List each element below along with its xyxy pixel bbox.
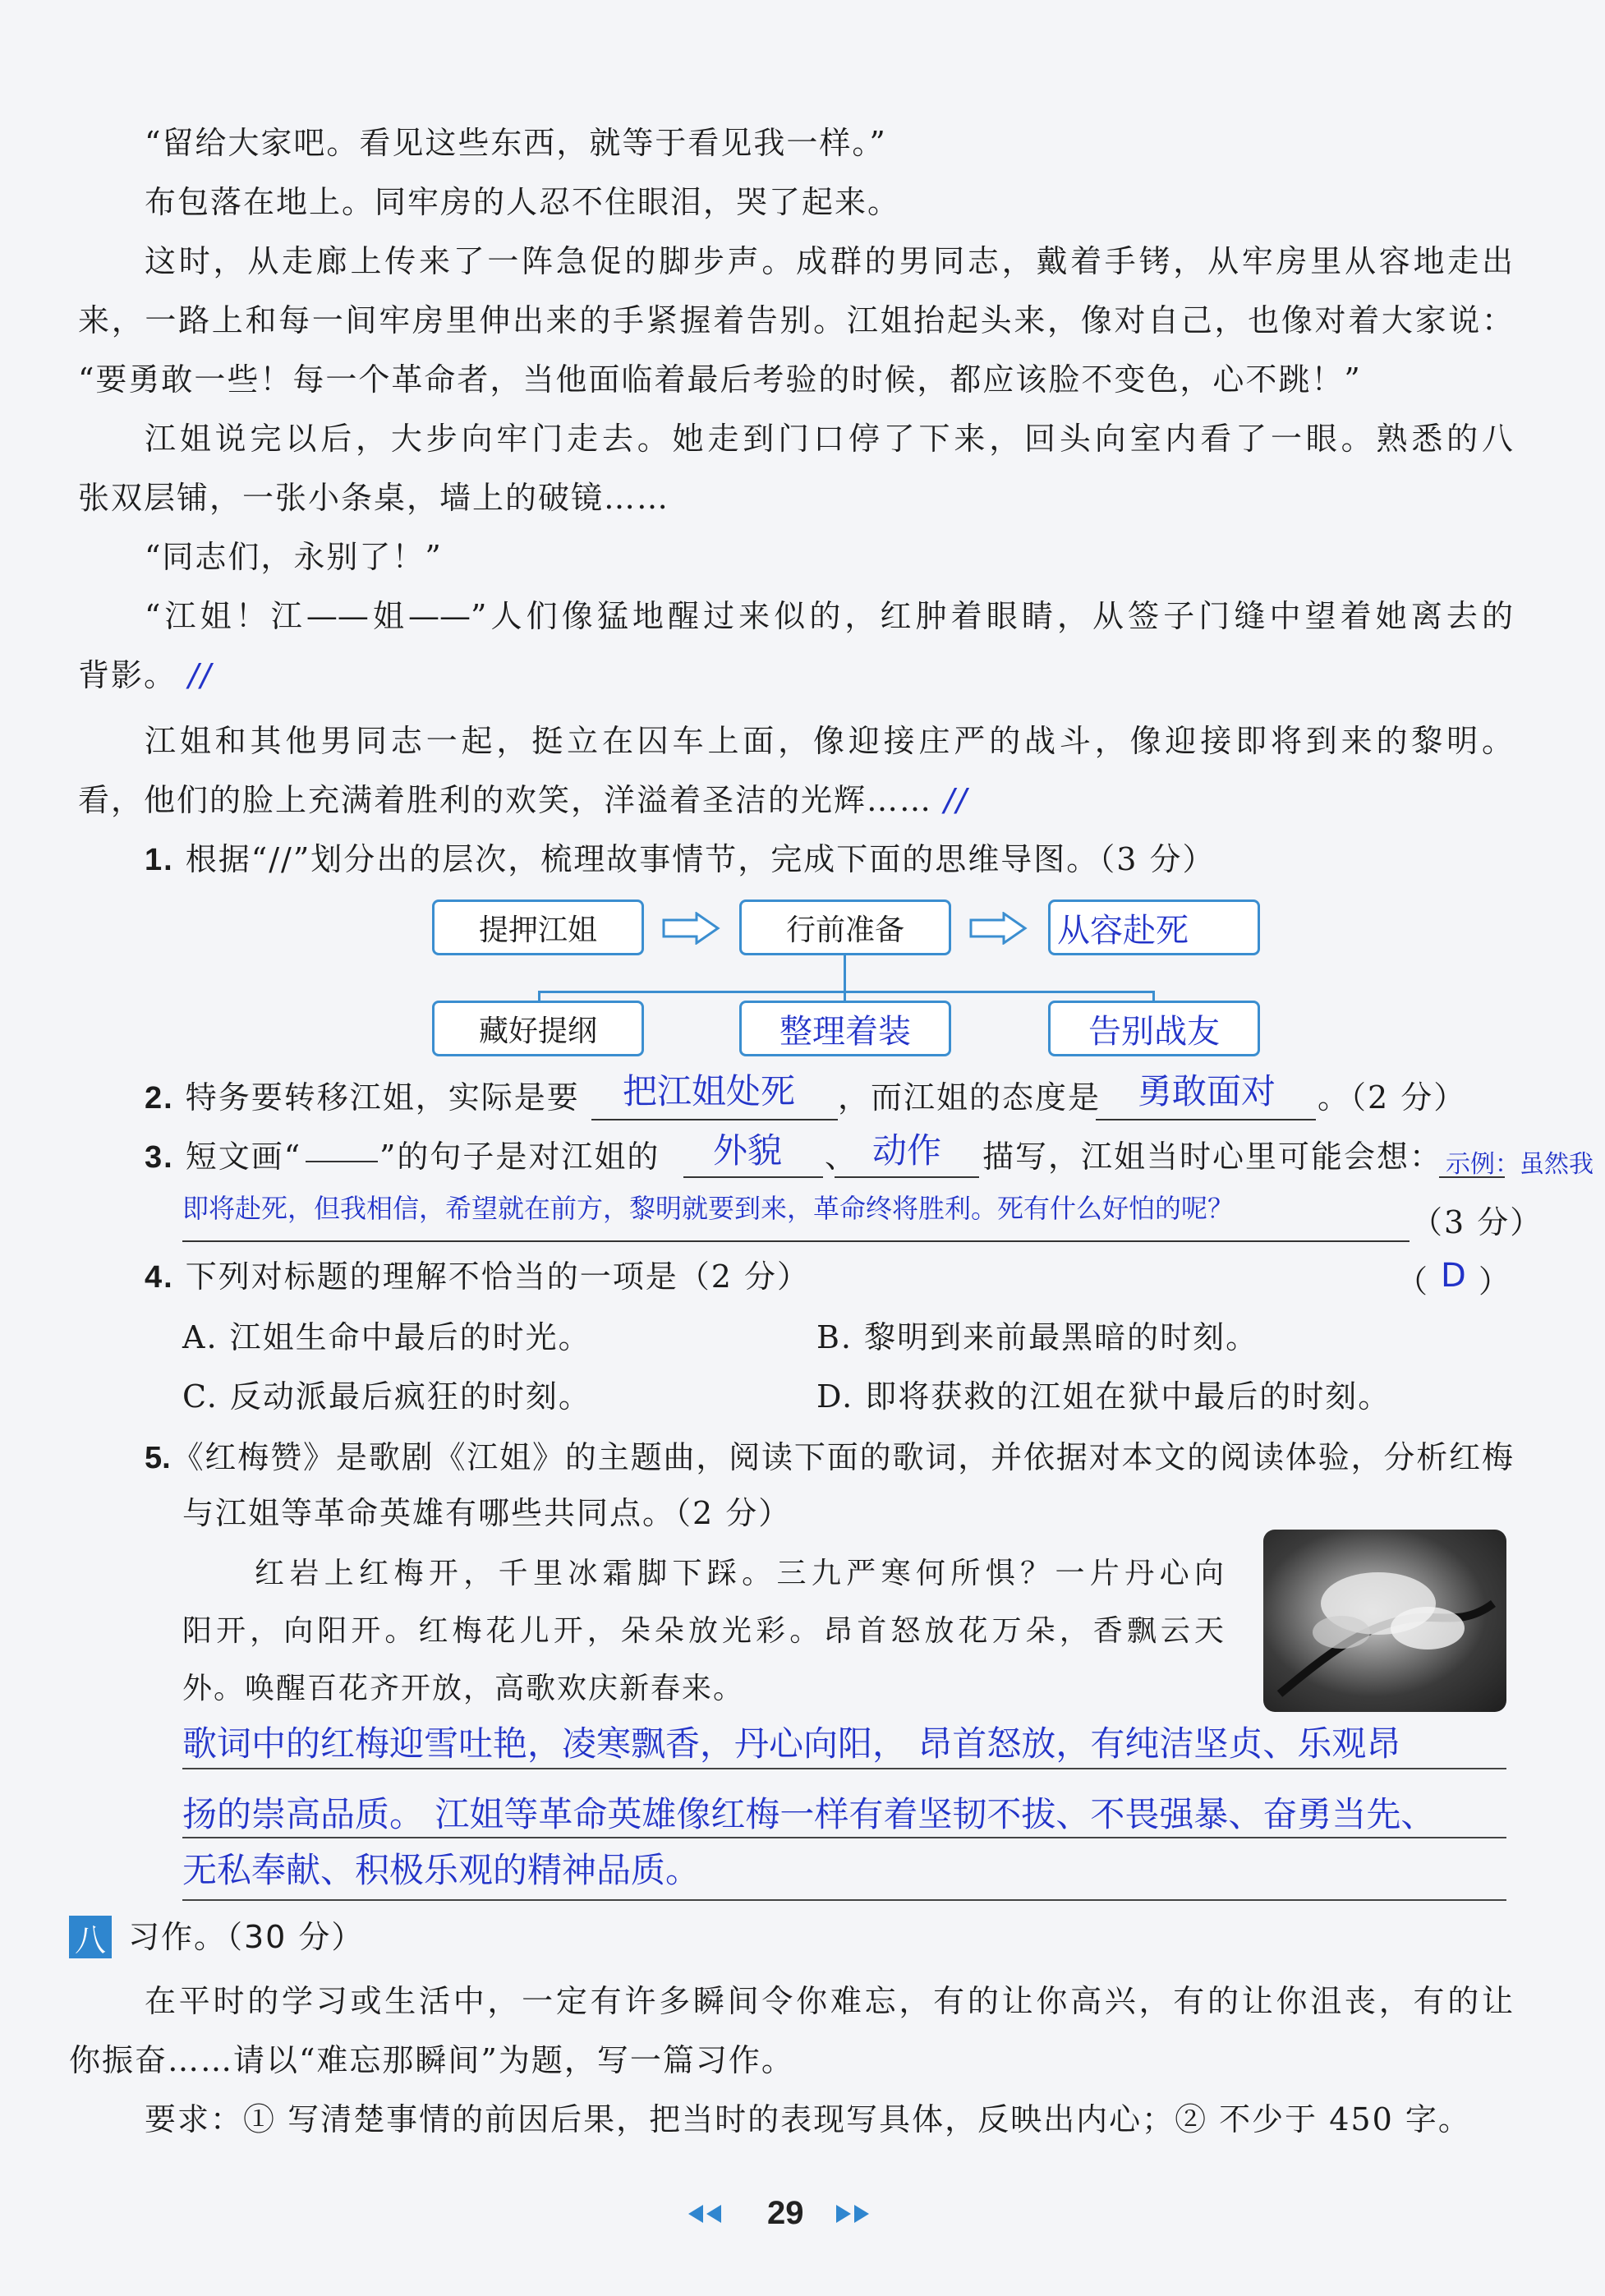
answer-q3-a: 外貌 (713, 1130, 783, 1171)
answer-q5-line: 扬的崇高品质。 江姐等革命英雄像红梅一样有着坚韧不拔、不畏强暴、奋勇当先、 (182, 1794, 1436, 1834)
question-3-text-c: 描写，江姐当时心里可能会想： (982, 1139, 1443, 1175)
arrow-right-icon (969, 912, 1028, 945)
mindmap-box-6-answer: 告别战友 (1048, 1001, 1260, 1056)
story-paragraph: “江姐！江——姐——”人们像猛地醒过来似的，红肿着眼睛，从签子门缝中望着她离去的 (145, 598, 1513, 634)
mindmap-box-4: 藏好提纲 (432, 1001, 644, 1056)
story-paragraph: “要勇敢一些！每一个革命者，当他面临着最后考验的时候，都应该脸不变色，心不跳！” (78, 361, 1362, 398)
prev-arrow-icon (688, 2205, 703, 2223)
question-3-text-b: ”的句子是对江姐的 (379, 1139, 660, 1175)
next-arrow-icon (854, 2205, 869, 2223)
division-mark: // (944, 782, 968, 818)
answer-line (182, 1768, 1506, 1769)
lyrics-line: 外。唤醒百花齐开放，高歌欢庆新春来。 (182, 1672, 745, 1705)
mindmap-connector (844, 955, 846, 992)
question-2-text-a: 2. 特务要转移江姐，实际是要 (145, 1079, 580, 1116)
lyrics-line: 阳开，向阳开。红梅花儿开，朵朵放光彩。昂首怒放花万朵，香飘云天 (182, 1614, 1224, 1648)
question-3-score: （3 分） (1411, 1204, 1543, 1240)
answer-q2-a: 把江姐处死 (623, 1071, 796, 1111)
writing-prompt: 在平时的学习或生活中，一定有许多瞬间令你难忘，有的让你高兴，有的让你沮丧，有的让 (145, 1983, 1513, 2019)
mindmap-box-3-answer: 从容赴死 (1048, 900, 1260, 955)
page-number: 29 (767, 2195, 804, 2231)
option-a: A. 江姐生命中最后的时光。 (182, 1319, 591, 1355)
answer-q3-c2: 即将赴死，但我相信，希望就在前方，黎明就要到来，革命终将胜利。死有什么好怕的呢？ (182, 1193, 1235, 1224)
lyrics-line: 红岩上红梅开，千里冰霜脚下踩。三九严寒何所惧？一片丹心向 (255, 1557, 1224, 1590)
question-5-line-2: 与江姐等革命英雄有哪些共同点。（2 分） (182, 1495, 792, 1531)
section-title: 习作。（30 分） (128, 1919, 365, 1955)
answer-q2-b: 勇敢面对 (1138, 1071, 1276, 1111)
mindmap-connector (538, 991, 1154, 993)
story-paragraph: 看，他们的脸上充满着胜利的欢笑，洋溢着圣洁的光辉…… // (78, 782, 968, 818)
answer-blank (182, 1240, 1410, 1242)
answer-q3-c1: 示例：虽然我 (1446, 1150, 1594, 1179)
next-arrow-icon (836, 2205, 851, 2223)
plum-blossom-photo (1263, 1530, 1506, 1712)
arrow-right-icon (662, 912, 721, 945)
answer-q5-line: 歌词中的红梅迎雪吐艳，凌寒飘香，丹心向阳， 昂首怒放，有纯洁坚贞、乐观昂 (182, 1723, 1401, 1764)
plum-branch-image (1263, 1530, 1506, 1712)
answer-line (182, 1837, 1506, 1838)
mindmap-box-5-answer: 整理着装 (739, 1001, 951, 1056)
answer-blank (835, 1176, 979, 1178)
story-paragraph: 来，一路上和每一间牢房里伸出来的手紧握着告别。江姐抬起头来，像对自己，也像对着大家说： (78, 302, 1513, 338)
question-2-text-b: ，而江姐的态度是 (838, 1079, 1101, 1116)
division-mark: // (188, 657, 213, 693)
story-paragraph: 背影。 // (78, 657, 213, 693)
story-paragraph: 张双层铺，一张小条桌，墙上的破镜…… (78, 480, 670, 516)
answer-bracket: （ (1396, 1263, 1428, 1300)
mindmap-box-2: 行前准备 (739, 900, 951, 955)
answer-q4: D (1441, 1257, 1466, 1295)
story-paragraph: “同志们，永别了！” (145, 539, 443, 575)
story-paragraph: 江姐和其他男同志一起，挺立在囚车上面，像迎接庄严的战斗，像迎接即将到来的黎明。 (145, 723, 1513, 759)
question-3-sep: 、 (825, 1139, 858, 1175)
mindmap-box-1: 提押江姐 (432, 900, 644, 955)
story-paragraph: 江姐说完以后，大步向牢门走去。她走到门口停了下来，回头向室内看了一眼。熟悉的八 (145, 421, 1513, 457)
answer-blank (683, 1176, 823, 1178)
writing-requirements: 要求：① 写清楚事情的前因后果，把当时的表现写具体，反映出内心；② 不少于 450 字。 (145, 2101, 1471, 2137)
story-paragraph: 这时，从走廊上传来了一阵急促的脚步声。成群的男同志，戴着手铐，从牢房里从容地走出 (145, 243, 1513, 279)
answer-bracket: ） (1479, 1263, 1511, 1300)
option-c: C. 反动派最后疯狂的时刻。 (182, 1378, 591, 1415)
question-3-text-a: 3. 短文画“ (145, 1139, 302, 1175)
answer-blank (591, 1119, 838, 1120)
prev-arrow-icon (706, 2205, 721, 2223)
writing-prompt: 你振奋……请以“难忘那瞬间”为题，写一篇习作。 (69, 2042, 794, 2078)
answer-q3-b: 动作 (872, 1130, 942, 1171)
question-1: 1. 根据“//”划分出的层次，梳理故事情节，完成下面的思维导图。（3 分） (145, 841, 1216, 877)
answer-line (182, 1899, 1506, 1901)
question-5-line-1: 5.《红梅赞》是歌剧《江姐》的主题曲，阅读下面的歌词，并依据对本文的阅读体验，分析红梅 (145, 1439, 1513, 1475)
question-2-text-c: 。（2 分） (1318, 1079, 1467, 1116)
option-b: B. 黎明到来前最黑暗的时刻。 (816, 1319, 1259, 1355)
answer-q5-line: 无私奉献、积极乐观的精神品质。 (182, 1850, 701, 1890)
answer-blank (1096, 1119, 1316, 1120)
section-badge: 八 (69, 1916, 112, 1958)
underline-sample (306, 1161, 378, 1162)
question-4: 4. 下列对标题的理解不恰当的一项是（2 分） (145, 1258, 811, 1295)
story-paragraph: 布包落在地上。同牢房的人忍不住眼泪，哭了起来。 (145, 184, 901, 220)
option-d: D. 即将获救的江姐在狱中最后的时刻。 (816, 1378, 1391, 1415)
story-paragraph: “留给大家吧。看见这些东西，就等于看见我一样。” (145, 125, 887, 161)
